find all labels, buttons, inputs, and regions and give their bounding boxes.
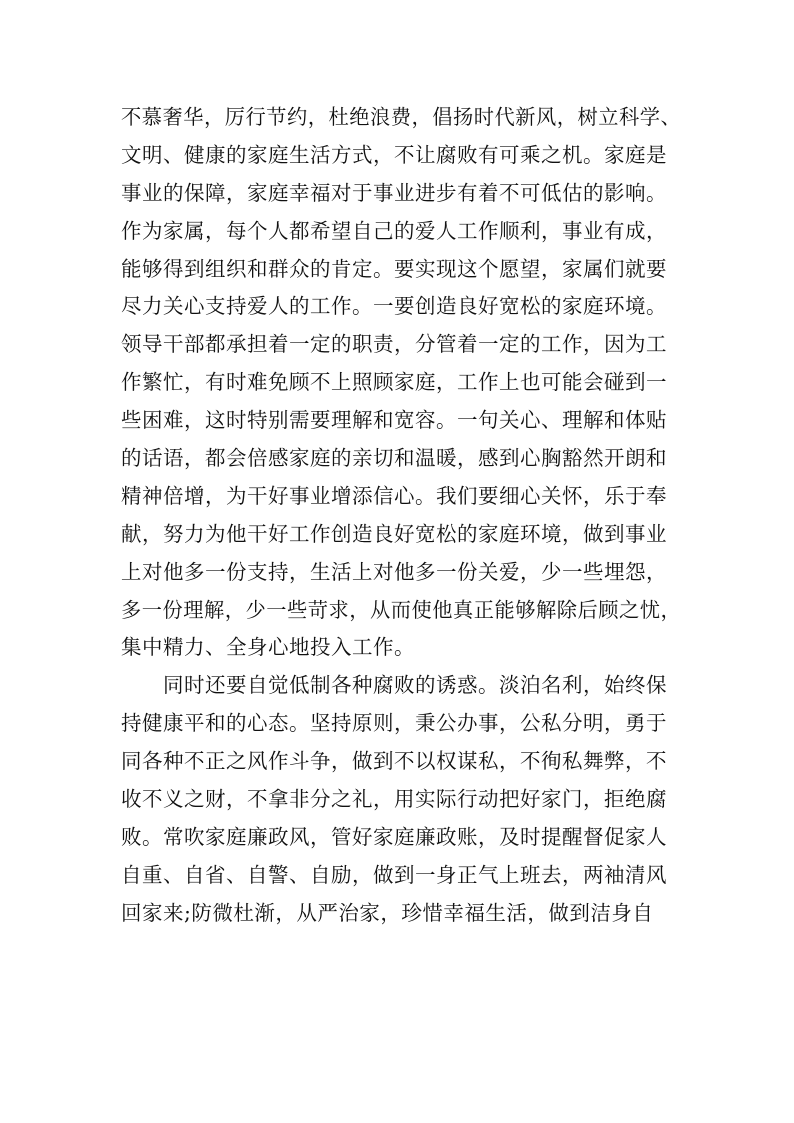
text-line: 败。常吹家庭廉政风，管好家庭廉政账，及时提醒督促家人 — [121, 824, 667, 849]
text-line: 能够得到组织和群众的肯定。要实现这个愿望，家属们就要 — [121, 256, 667, 281]
text-line: 多一份理解，少一些苛求，从而使他真正能够解除后顾之忧， — [121, 597, 682, 622]
text-line: 同时还要自觉低制各种腐败的诱惑。淡泊名利，始终保 — [121, 673, 667, 698]
text-line: 回家来;防微杜渐，从严治家，珍惜幸福生活，做到洁身自 — [121, 900, 654, 925]
text-line: 不慕奢华，厉行节约，杜绝浪费，倡扬时代新风，树立科学、 — [121, 105, 682, 129]
text-line: 献，努力为他干好工作创造良好宽松的家庭环境，做到事业 — [121, 521, 667, 546]
text-line: 自重、自省、自警、自励，做到一身正气上班去，两袖清风 — [121, 862, 667, 887]
text-line: 事业的保障，家庭幸福对于事业进步有着不可低估的影响。 — [121, 180, 667, 205]
text-line: 文明、健康的家庭生活方式，不让腐败有可乘之机。家庭是 — [121, 142, 667, 167]
text-line: 尽力关心支持爱人的工作。一要创造良好宽松的家庭环境。 — [121, 294, 667, 319]
text-line: 持健康平和的心态。坚持原则，秉公办事，公私分明，勇于 — [121, 711, 667, 736]
text-line: 领导干部都承担着一定的职责，分管着一定的工作，因为工 — [121, 332, 667, 357]
body-text — [121, 99, 687, 933]
text-line: 集中精力、全身心地投入工作。 — [121, 635, 415, 660]
text-line: 作为家属，每个人都希望自己的爱人工作顺利，事业有成， — [121, 218, 667, 243]
text-line: 上对他多一份支持，生活上对他多一份关爱，少一些埋怨， — [121, 559, 667, 584]
text-line: 收不义之财，不拿非分之礼，用实际行动把好家门，拒绝腐 — [121, 787, 667, 812]
text-line: 作繁忙，有时难免顾不上照顾家庭，工作上也可能会碰到一 — [121, 370, 667, 395]
text-line: 同各种不正之风作斗争，做到不以权谋私，不徇私舞弊，不 — [121, 749, 667, 774]
text-line: 些困难，这时特别需要理解和宽容。一句关心、理解和体贴 — [121, 408, 667, 433]
text-line: 精神倍增，为干好事业增添信心。我们要细心关怀，乐于奉 — [121, 483, 667, 508]
text-line: 的话语，都会倍感家庭的亲切和温暖，感到心胸豁然开朗和 — [121, 446, 667, 471]
